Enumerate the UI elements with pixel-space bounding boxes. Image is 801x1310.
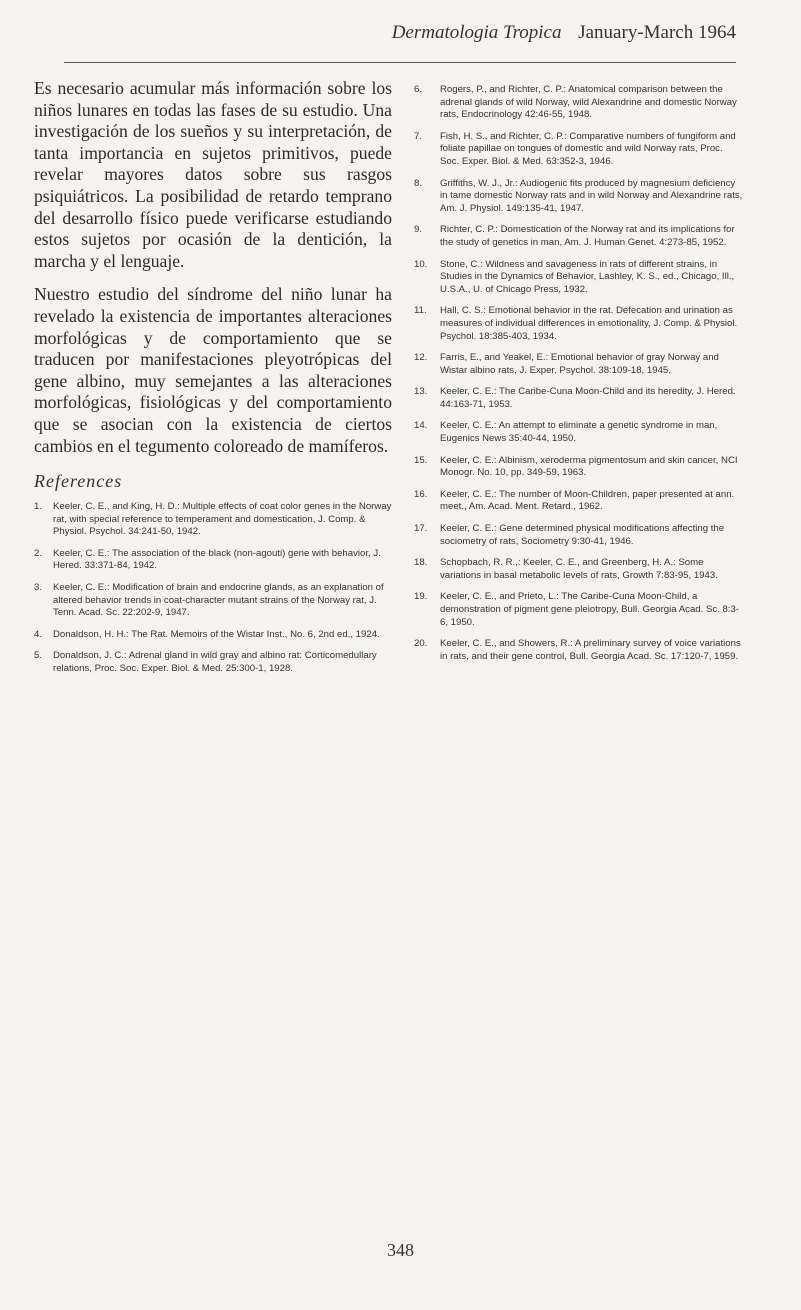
page-number: 348 <box>387 1240 414 1260</box>
reference-item <box>414 178 744 216</box>
reference-item <box>414 224 744 249</box>
reference-text: Stone, C.: Wildness and savageness in rats of different strains, in Studies in the Dynamics of Behavior, Lashley, K. S., ed., Chicago, Ill., U.S.A., U. of Chicago Press, 1932. <box>440 258 735 295</box>
reference-number: 17. <box>414 523 428 535</box>
reference-item <box>414 638 744 663</box>
reference-text: Keeler, C. E.: The number of Moon-Children, paper presented at ann. meet., Am. Acad. Ment. Retard., 1962. <box>440 488 735 513</box>
reference-text: Donaldson, H. H.: The Rat. Memoirs of the Wistar Inst., No. 6, 2nd ed., 1924. <box>53 628 380 640</box>
references-heading: References <box>34 471 123 492</box>
reference-text: Griffiths, W. J., Jr.: Audiogenic fits produced by magnesium deficiency in tame domestic Norway rats and in wild Norway and Alexandrine rats, Am. J. Physiol. 149:135-41, 1947. <box>440 177 743 214</box>
reference-item <box>34 650 392 675</box>
reference-text: Keeler, C. E., and King, H. D.: Multiple effects of coat color genes in the Norway rat, with special reference to temperament and domestication, J. Comp. & Physiol. Psychol. 34:241-50, 1942. <box>53 501 392 538</box>
right-column <box>414 84 744 672</box>
reference-item <box>414 489 744 514</box>
header-rule <box>64 62 736 63</box>
reference-number: 4. <box>34 628 43 640</box>
reference-item <box>414 84 744 122</box>
reference-item <box>414 386 744 411</box>
reference-text: Farris, E., and Yeakel, E.: Emotional behavior of gray Norway and Wistar albino rats, J. Exper. Psychol. 38:109-18, 1945. <box>440 352 719 376</box>
reference-text: Fish, H. S., and Richter, C. P.: Comparative numbers of fungiform and foliate papillae on tongues of domestic and wild Norway rats, Proc. Soc. Exper. Biol. & Med. 63:352-3, 1946. <box>440 130 736 167</box>
issue-date: January-March 1964 <box>578 22 736 43</box>
reference-item <box>414 557 744 582</box>
references-list-left <box>34 501 392 676</box>
reference-number: 18. <box>414 557 428 569</box>
reference-text: Keeler, C. E.: The Caribe-Cuna Moon-Child and its heredity, J. Hered. 44:163-71, 1953. <box>440 386 736 410</box>
reference-number: 3. <box>34 582 43 594</box>
reference-number: 10. <box>414 258 428 270</box>
reference-number: 19. <box>414 591 428 603</box>
reference-number: 11. <box>414 305 427 317</box>
reference-item <box>34 548 392 573</box>
reference-number: 12. <box>414 352 428 364</box>
reference-text: Hall, C. S.: Emotional behavior in the rat. Defecation and urination as measures of individual differences in emotionality, J. Comp. & Physiol. Psychol. 18:385-403, 1934. <box>440 305 738 342</box>
reference-number: 14. <box>414 420 428 432</box>
reference-item <box>34 501 392 539</box>
reference-item <box>34 582 392 620</box>
reference-number: 6. <box>414 84 423 95</box>
reference-text: Rogers, P., and Richter, C. P.: Anatomical comparison between the adrenal glands of wild Norway, wild Alexandrine and domestic Norway rats, Endocrinology 42:46-55, 1948. <box>440 84 737 121</box>
body-paragraph: Nuestro estudio del síndrome del niño lunar ha revelado la existencia de importantes alteraciones morfológicas y de comportamiento que se traducen por manifestaciones pleyotrópicas del gene albino, muy semejantes a las alteraciones morfológicas, fisiológicas y del comportamiento que se asocian con la existencia de ciertos cambios en el tegumento coloreado de mamíferos. <box>34 284 392 456</box>
reference-item <box>34 629 392 642</box>
reference-text: Richter, C. P.: Domestication of the Norway rat and its implications for the study of genetics in man, Am. J. Human Genet. 4:273-85, 1952. <box>440 224 735 248</box>
reference-item <box>414 305 744 343</box>
reference-text: Keeler, C. E., and Showers, R.: A preliminary survey of voice variations in rats, and their gene control, Bull. Georgia Acad. Sc. 17:120-7, 1959. <box>440 638 741 662</box>
reference-item <box>414 352 744 377</box>
reference-item <box>414 523 744 548</box>
reference-item <box>414 420 744 445</box>
left-column <box>34 78 392 685</box>
reference-text: Keeler, C. E.: Albinism, xeroderma pigmentosum and skin cancer, NCI Monogr. No. 10, pp. 349-59, 1963. <box>440 454 738 479</box>
journal-title: Dermatologia Tropica <box>391 22 562 43</box>
references-list-right <box>414 84 744 663</box>
reference-number: 13. <box>414 386 428 398</box>
reference-number: 20. <box>414 638 428 650</box>
reference-text: Keeler, C. E.: The association of the black (non-agouti) gene with behavior, J. Hered. 33:371-84, 1942. <box>53 547 381 572</box>
reference-number: 16. <box>414 488 428 500</box>
reference-item <box>414 131 744 169</box>
reference-text: Schopbach, R. R.,: Keeler, C. E., and Greenberg, H. A.: Some variations in basal metabolic levels of rats, Growth 7:83-95, 1943. <box>440 557 718 581</box>
reference-number: 8. <box>414 177 423 189</box>
reference-text: Keeler, C. E.: An attempt to eliminate a genetic syndrome in man, Eugenics News 35:40-44, 1950. <box>440 420 718 445</box>
reference-number: 9. <box>414 224 423 236</box>
reference-item <box>414 455 744 480</box>
reference-text: Keeler, C. E.: Modification of brain and endocrine glands, as an explanation of altered behavior trends in coat-character mutant strains of the Norway rat, J. Tenn. Acad. Sc. 22:202-9, 1947. <box>53 582 384 619</box>
reference-text: Keeler, C. E.: Gene determined physical modifications affecting the sociometry of rats, Sociometry 9:30-41, 1946. <box>440 523 725 547</box>
running-header <box>64 22 736 44</box>
reference-item <box>414 259 744 297</box>
reference-number: 7. <box>414 130 423 142</box>
reference-item <box>414 591 744 629</box>
reference-text: Keeler, C. E., and Prieto, L.: The Caribe-Cuna Moon-Child, a demonstration of pigment gene pleiotropy, Bull. Georgia Acad. Sc. 8:3-6, 1950. <box>440 591 739 628</box>
body-paragraph: Es necesario acumular más información sobre los niños lunares en todas las fases de su estudio. Una investigación de los sueños y su interpretación, de tanta importancia en sujetos primitivos, puede revelar mayores datos sobre sus rasgos psiquiátricos. La posibilidad de retardo temprano del desarrollo físico puede verificarse estudiando estos sujetos por ocasión de la dentición, la marcha y el lenguaje. <box>34 78 392 271</box>
reference-number: 5. <box>34 650 43 662</box>
reference-number: 15. <box>414 454 428 466</box>
reference-text: Donaldson, J. C.: Adrenal gland in wild gray and albino rat: Corticomedullary relations, Proc. Soc. Exper. Biol. & Med. 25:300-1, 1928. <box>53 650 377 675</box>
reference-number: 2. <box>34 547 43 559</box>
reference-number: 1. <box>34 501 43 513</box>
